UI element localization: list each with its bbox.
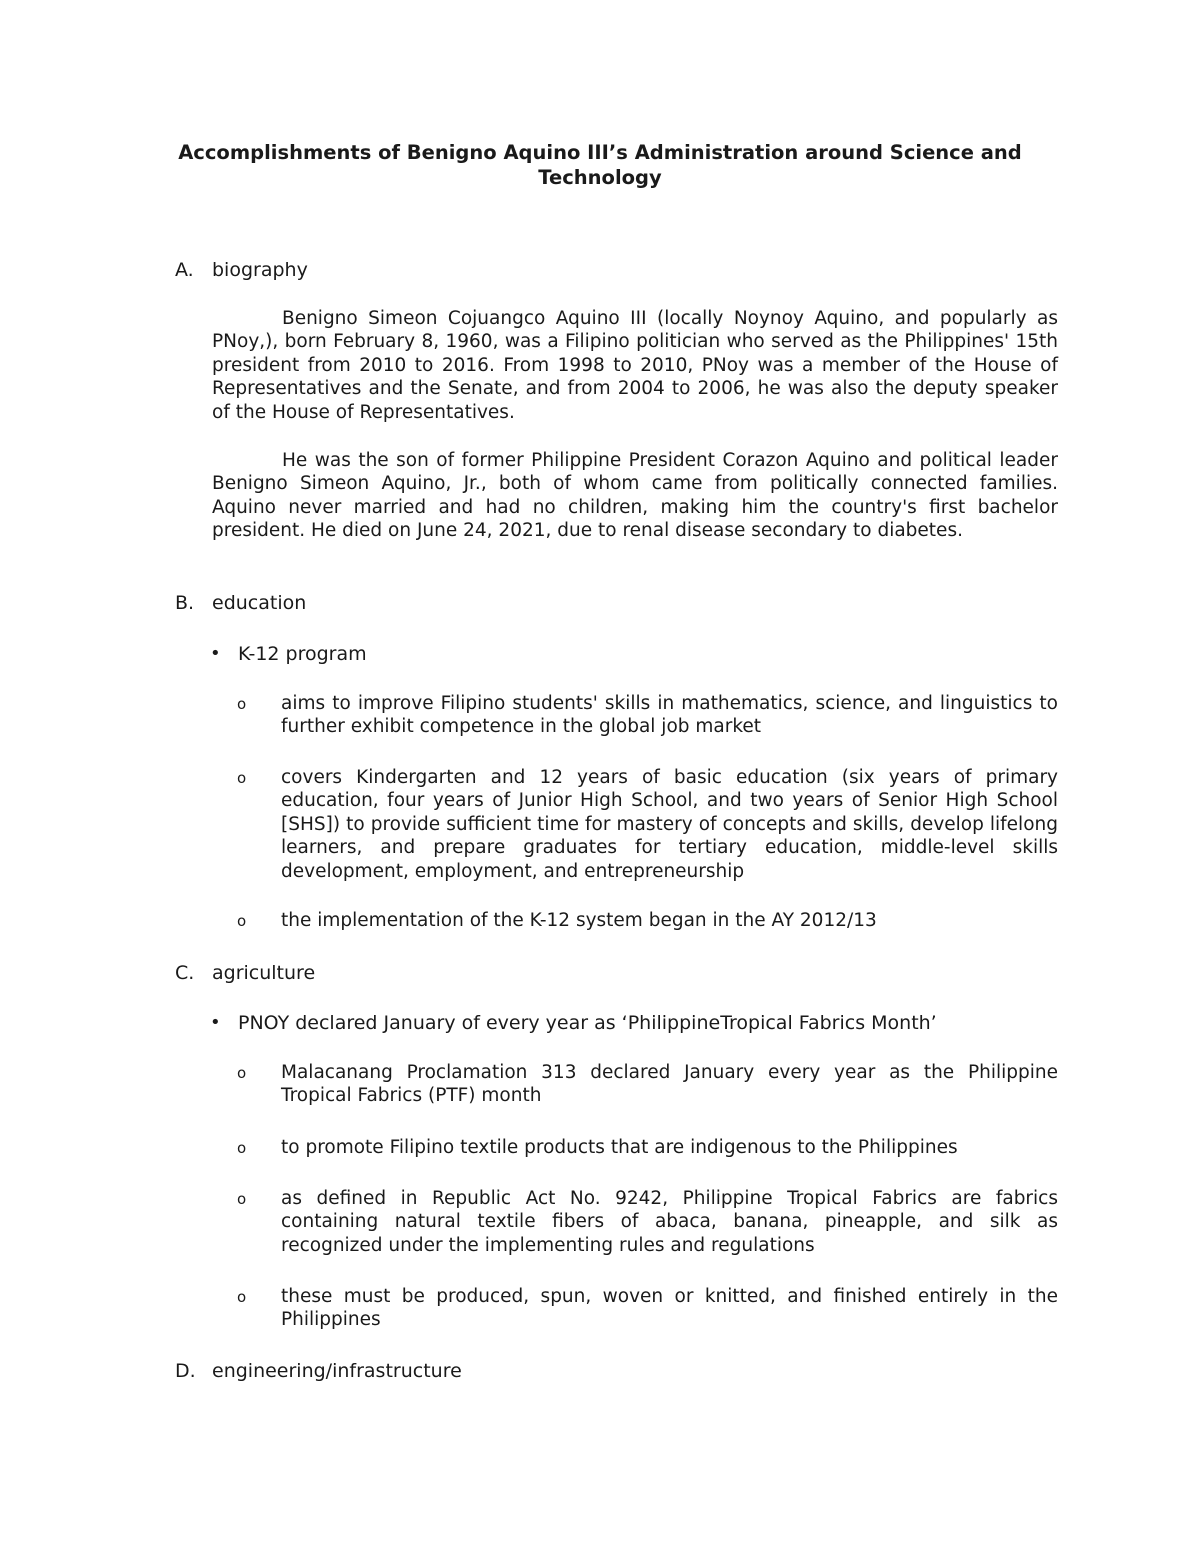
education-subitem-2: covers Kindergarten and 12 years of basic education (six years of primary education, four years of Junior High School, and two years of Senior High School [SHS]) to provide sufficient time for mastery of concepts and skills, develop lifelong learners, and prepare graduates for tertiary education, middle-level skills development, employment, and entrepreneurship bbox=[281, 767, 1058, 882]
sub-bullet-icon: o bbox=[237, 769, 247, 787]
agriculture-subitem-4: these must be produced, spun, woven or knitted, and finished entirely in the Philippines bbox=[281, 1286, 1058, 1331]
bullet-icon: • bbox=[210, 643, 221, 664]
bullet-tropical-fabrics: PNOY declared January of every year as ‘PhilippineTropical Fabrics Month’ bbox=[238, 1012, 937, 1034]
sub-bullet-icon: o bbox=[237, 1139, 247, 1157]
document-title: Accomplishments of Benigno Aquino III’s Administration around Science and Technology bbox=[178, 141, 1022, 189]
section-heading-education: education bbox=[212, 592, 307, 614]
sub-bullet-icon: o bbox=[237, 1288, 247, 1306]
education-subitem-3: the implementation of the K-12 system began in the AY 2012/13 bbox=[281, 910, 877, 931]
agriculture-subitem-1: Malacanang Proclamation 313 declared January every year as the Philippine Tropical Fabrics (PTF) month bbox=[281, 1062, 1058, 1107]
sub-bullet-icon: o bbox=[237, 695, 247, 713]
section-letter-d: D. bbox=[175, 1360, 196, 1382]
section-heading-engineering: engineering/infrastructure bbox=[212, 1360, 462, 1382]
bullet-icon: • bbox=[210, 1012, 221, 1033]
section-letter-a: A. bbox=[175, 259, 194, 281]
biography-paragraph-2: He was the son of former Philippine President Corazon Aquino and political leader Benigno Simeon Aquino, Jr., both of whom came from politically connected families. Aquino never married and had no children, making him the country's first bachelor president. He died on June 24, 2021, due to renal disease secondary to diabetes. bbox=[212, 450, 1058, 542]
bullet-k12-program: K-12 program bbox=[238, 643, 367, 665]
biography-paragraph-1: Benigno Simeon Cojuangco Aquino III (locally Noynoy Aquino, and popularly as PNoy,), born February 8, 1960, was a Filipino politician who served as the Philippines' 15th president from 2010 to 2016. From 1998 to 2010, PNoy was a member of the House of Representatives and the Senate, and from 2004 to 2006, he was also the deputy speaker of the House of Representatives. bbox=[212, 308, 1058, 423]
sub-bullet-icon: o bbox=[237, 912, 247, 930]
agriculture-subitem-3: as defined in Republic Act No. 9242, Philippine Tropical Fabrics are fabrics containing natural textile fibers of abaca, banana, pineapple, and silk as recognized under the implementing rules and regulations bbox=[281, 1188, 1058, 1256]
education-subitem-1: aims to improve Filipino students' skills in mathematics, science, and linguistics to further exhibit competence in the global job market bbox=[281, 693, 1058, 738]
section-letter-c: C. bbox=[175, 962, 195, 984]
section-heading-biography: biography bbox=[212, 259, 308, 281]
sub-bullet-icon: o bbox=[237, 1064, 247, 1082]
section-letter-b: B. bbox=[175, 592, 195, 614]
section-heading-agriculture: agriculture bbox=[212, 962, 316, 984]
sub-bullet-icon: o bbox=[237, 1190, 247, 1208]
agriculture-subitem-2: to promote Filipino textile products that are indigenous to the Philippines bbox=[281, 1137, 958, 1158]
